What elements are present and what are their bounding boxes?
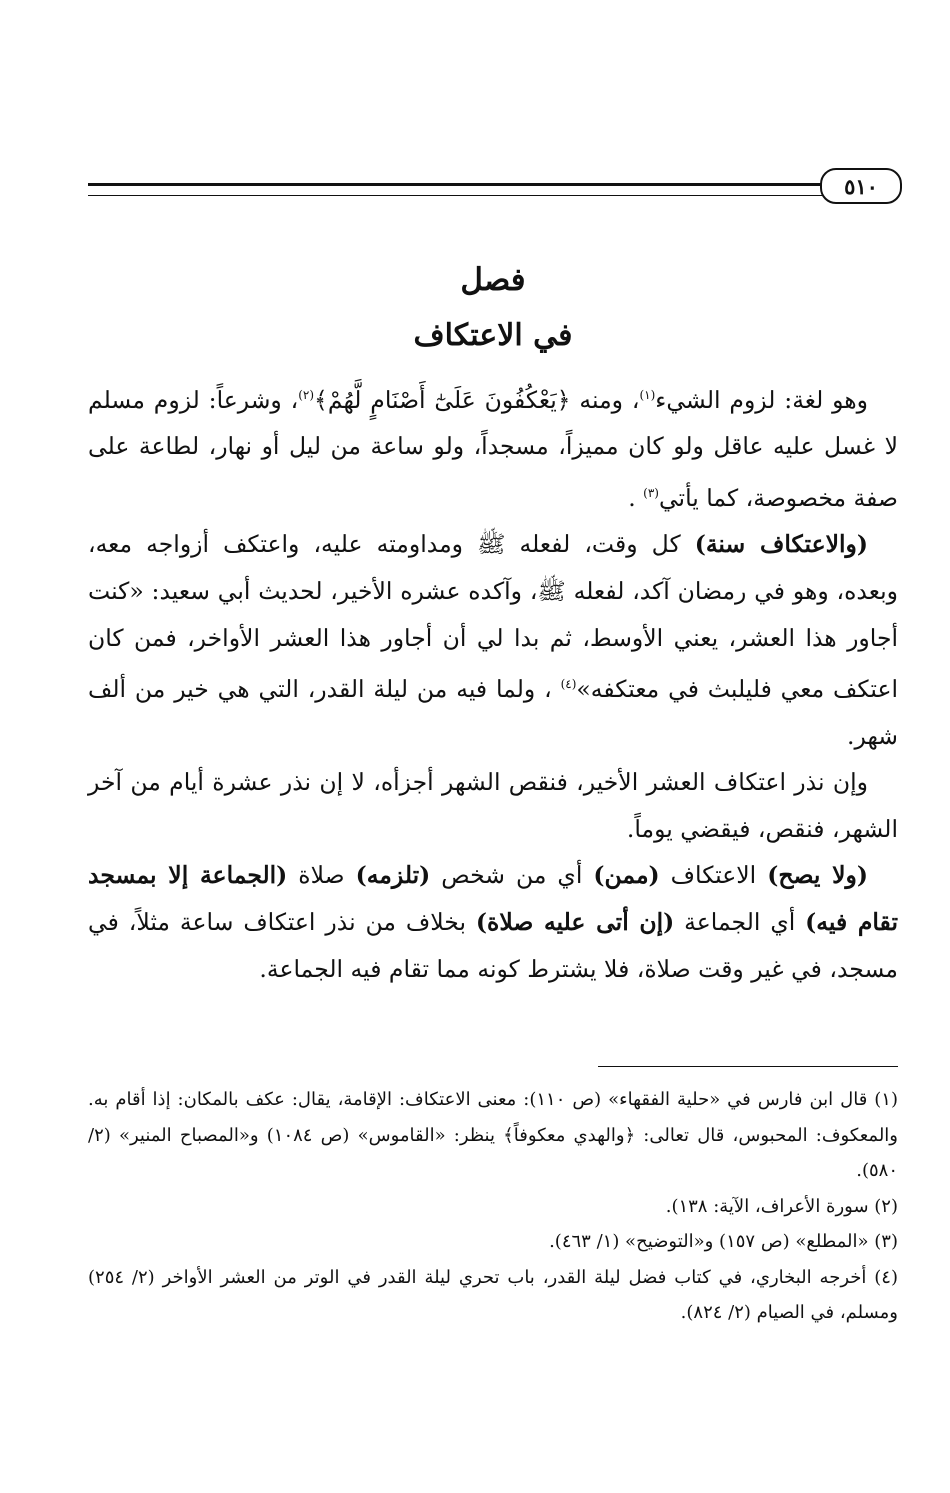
footnote-separator [598,1066,898,1067]
matn-text: (والاعتكاف سنة) [694,530,868,559]
matn-text: (تلزمه) [355,861,431,890]
commentary-text: . [628,483,644,512]
footnote-ref: (٤) [560,677,577,692]
section-subtitle: في الاعتكاف [413,318,573,353]
footnotes [88,1082,898,1331]
section-title: فصل [460,262,526,298]
commentary-text: وهو لغة: لزوم الشيء [655,385,869,414]
matn-text: (الجماعة إلا بمسجد تقام فيه) [88,861,898,937]
footnote-ref: (٣) [643,486,659,501]
matn-text: (إن أتى عليه صلاة) [475,908,675,937]
footnote: (١) قال ابن فارس في «حلية الفقهاء» (ص ١١٠): معنى الاعتكاف: الإقامة، يقال: عكف بالمكان: إذا أقام به. والمعكوف: المحبوس، قال تعالى: ﴿والهدي معكوفاً﴾ ينظر: «القاموس» (ص ١٠٨٤) و«المصباح المنير» (٢/ ٥٨٠). [88,1089,898,1181]
commentary-text: بخلاف من نذر اعتكاف ساعة مثلاً، في مسجد، في غير وقت صلاة، فلا يشترط كونه مما تقام فيه الجماعة. [88,908,898,983]
matn-text: (ممن) [593,861,660,890]
commentary-text: صلاة [287,861,356,890]
footnote-ref: (١) [639,388,656,402]
paragraph [88,759,898,852]
matn-text: (ولا يصح) [767,861,869,890]
commentary-text: وإن نذر اعتكاف العشر الأخير، فنقص الشهر أجزأه، لا إن نذر عشرة أيام من آخر الشهر، فنقص، فيقضي يوماً. [88,768,898,843]
paragraph [88,372,898,521]
footnote: (٤) أخرجه البخاري، في كتاب فضل ليلة القدر، باب تحري ليلة القدر في الوتر من العشر الأواخر (٢/ ٢٥٤) ومسلم، في الصيام (٢/ ٨٢٤). [88,1266,898,1323]
footnote-ref: (٢) [298,388,315,402]
commentary-text: ، ومنه ﴿يَعْكُفُونَ عَلَىٰٓ أَصْنَامٍ لَّهُمْ﴾ [314,385,640,414]
page-number: ٥١٠ [820,168,902,204]
commentary-text: أي الجماعة [674,908,806,937]
paragraph [88,852,898,992]
commentary-text: ، ولما فيه من ليلة القدر، التي هي خير من ألف شهر. [88,675,898,750]
header-rule [88,183,826,196]
commentary-text: كل وقت، لفعله ﷺ ومداومته عليه، واعتكف أزواجه معه، وبعده، وهو في رمضان آكد، لفعله ﷺ، وآكده عشره الأخير، لحديث أبي سعيد: «كنت أجاور هذا العشر، يعني الأوسط، ثم بدا لي أن أجاور هذا العشر الأواخر، فمن كان اعتكف معي فليلبث في معتكفه» [88,530,899,704]
commentary-text: ، وشرعاً: لزوم مسلم لا غسل عليه عاقل ولو كان مميزاً، مسجداً، ولو ساعة من ليل أو نهار، لطاعة على صفة مخصوصة، كما يأتي [88,385,898,512]
footnote: (٢) سورة الأعراف، الآية: ١٣٨). [665,1195,898,1217]
commentary-text: أي من شخص [430,861,594,890]
paragraph [88,521,898,759]
commentary-text: الاعتكاف [659,861,768,890]
footnote: (٣) «المطلع» (ص ١٥٧) و«التوضيح» (١/ ٤٦٣). [549,1231,898,1252]
body-text [88,372,898,992]
